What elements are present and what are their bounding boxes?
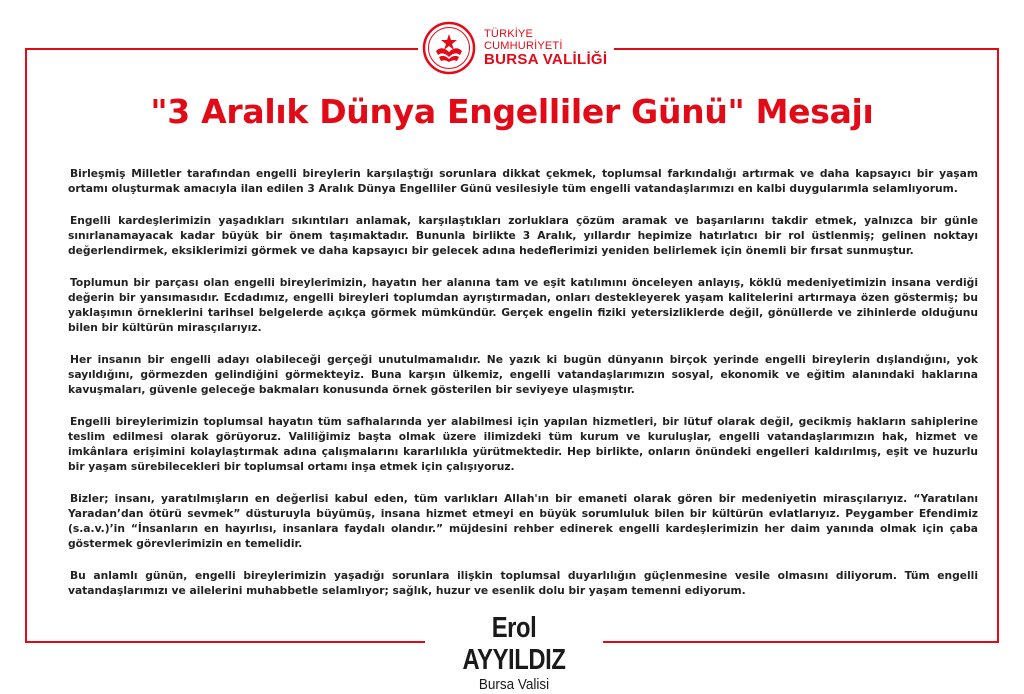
- paragraph: Toplumun bir parçası olan engelli bireylerimizin, hayatın her alanına tam ve eşit katılımını önceleyen anlayış, köklü medeniyetimizin insana verdiği değerin bir yansımasıdır. Ecdadımız, engelli bireyleri toplumdan ayrıştırmadan, onları destekleyerek yaşam kalitelerini artırmaya özen göstermiş; bu yaklaşımın örneklerini tarihsel belgelerde açıkça görmek mümkündür. Gerçek engelin fiziki yetersizliklerde değil, gönüllerde ve zihinlerde olduğunu bilen bir kültürün mirasçılarıyız.: [68, 276, 978, 334]
- paragraph: Bu anlamlı günün, engelli bireylerimizin yaşadığı sorunlara ilişkin toplumsal duyarlılığın güçlenmesine vesile olmasını diliyorum. Tüm engelli vatandaşlarımızı ve ailelerini muhabbetle selamlıyor; sağlık, huzur ve esenlik dolu bir yaşam temenni ediyorum.: [68, 569, 978, 597]
- star-crescent-emblem-icon: [422, 21, 476, 75]
- paragraph: Engelli kardeşlerimizin yaşadıkları sıkıntıları anlamak, karşılaştıkları zorluklara çözüm aramak ve başarılarını takdir etmek, yalnızca bir günle sınırlanamayacak kadar büyük bir önem taşımaktadır. Bununla birlikte 3 Aralık, yıllardır hepimize hatırlatıcı bir rol üstlenmiş; gelinen noktayı değerlendirmek, eksiklerimizi görmek ve daha kapsayıcı bir gelecek adına hedeflerimizi yeniden belirlemek için önemli bir fırsat sunmuştur.: [68, 214, 978, 257]
- message-body: [68, 166, 978, 615]
- paragraph: Bizler; insanı, yaratılmışların en değerlisi kabul eden, tüm varlıkları Allah'ın bir emaneti olarak gören bir medeniyetin mirasçılarıyız. “Yaratılanı Yaradan’dan ötürü sevmek” düsturuyla büyümüş, insana hizmet etmeyi en büyük sorumluluk bilen bir kültürün evlatlarıyız. Peygamber Efendimiz (s.a.v.)’in “İnsanların en hayırlısı, insanlara faydalı olandır.” müjdesini rehber edinerek engelli kardeşlerimizin her daim yanında olmak için çaba göstermek görevlerimizin en temelidir.: [68, 492, 978, 550]
- paragraph: Engelli bireylerimizin toplumsal hayatın tüm safhalarında yer alabilmesi için yapılan hizmetleri, bir lütuf olarak değil, gecikmiş hakların sahiplerine teslim edilmesi olarak görüyoruz. Valiliğimiz başta olmak üzere ilimizdeki tüm kurum ve kuruluşlar, engelli vatandaşlarımızın hak, hizmet ve imkânlara erişimini kolaylaştırmak adına çalışmalarını kararlılıkla yürütmektedir. Hep birlikte, onların önündeki engelleri kaldırılmış, eşit ve huzurlu bir yaşam sürebilecekleri bir toplumsal ortamı inşa etmek için çalışıyoruz.: [68, 415, 978, 473]
- paragraph: Birleşmiş Milletler tarafından engelli bireylerin karşılaştığı sorunlara dikkat çekmek, toplumsal farkındalığı artırmak ve daha kapsayıcı bir yaşam ortamı oluşturmak amacıyla ilan edilen 3 Aralık Dünya Engelliler Günü vesilesiyle tüm engelli vatandaşlarımızı en kalbi duygularımla selamlıyorum.: [68, 167, 978, 195]
- signature-block: [425, 612, 603, 693]
- org-name-line2: BURSA VALİLİĞİ: [484, 50, 608, 68]
- document-title: "3 Aralık Dünya Engelliler Günü" Mesajı: [150, 92, 874, 131]
- signatory-name: Erol AYYILDIZ: [462, 612, 566, 676]
- paragraph: Her insanın bir engelli adayı olabileceği gerçeği unutulmamalıdır. Ne yazık ki bugün dünyanın birçok yerinde engelli bireylerin dışlandığını, yok sayıldığını, görmezden gelindiğini görmekteyiz. Buna karşın ülkemiz, engelli vatandaşlarımızın sosyal, ekonomik ve eğitim alanındaki haklarına kavuşmaları, güvenle geleceğe bakmaları konusunda örnek gösterilen bir seviyeye ulaşmıştır.: [68, 353, 978, 396]
- org-name-line1: TÜRKİYE CUMHURİYETİ: [484, 27, 563, 52]
- header-logo: [418, 18, 614, 78]
- signatory-title: Bursa Valisi: [478, 676, 550, 693]
